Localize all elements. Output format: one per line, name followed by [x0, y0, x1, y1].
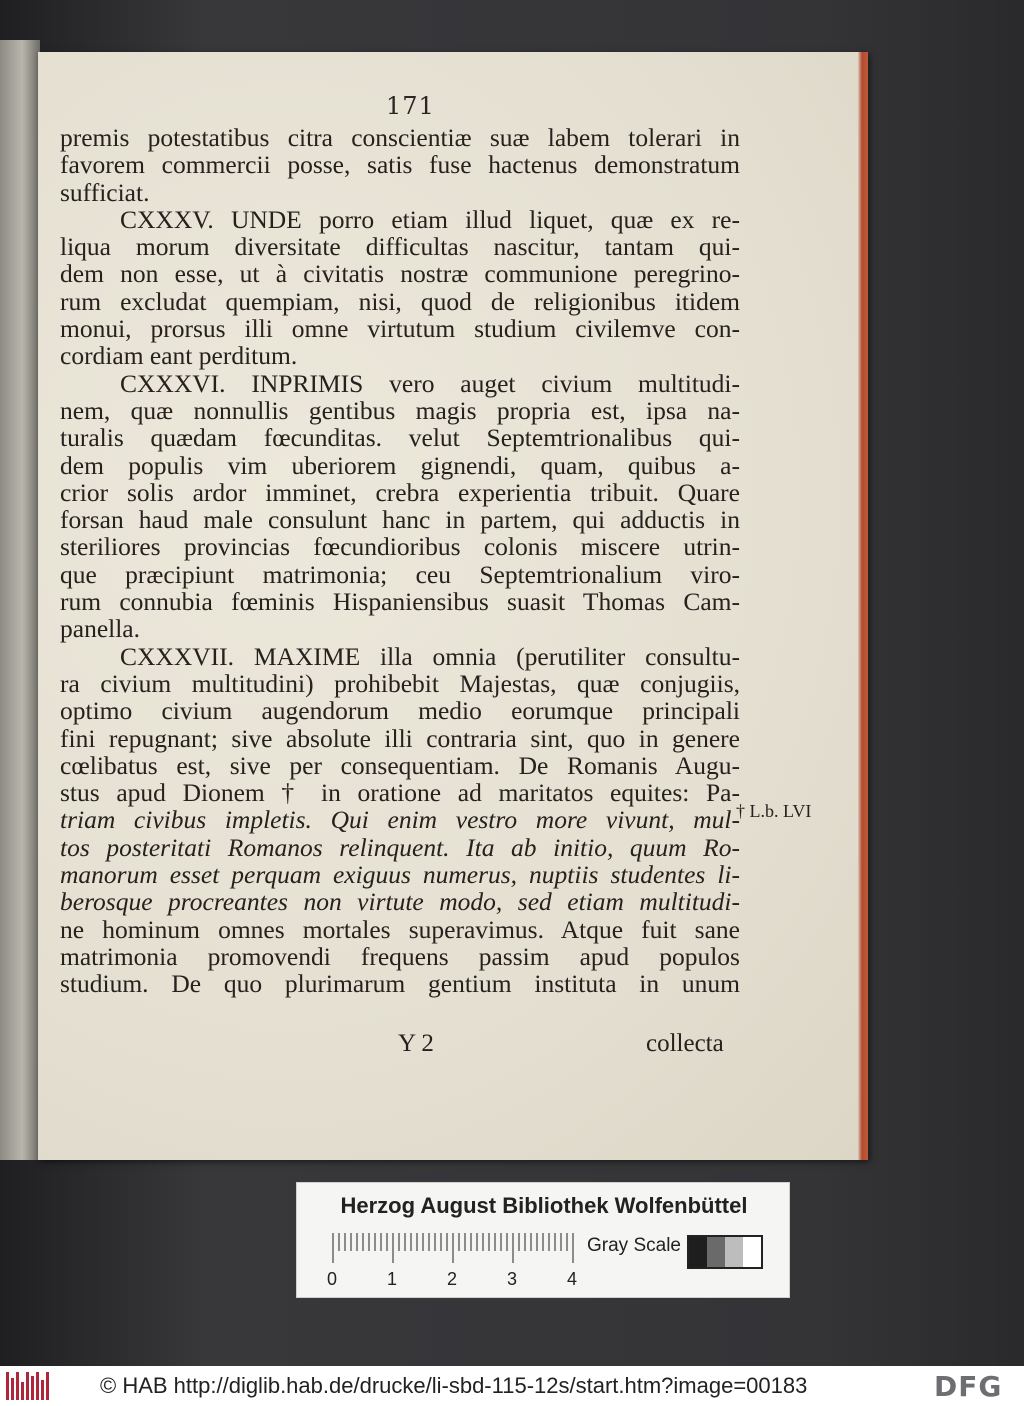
- gray-swatch: [725, 1237, 743, 1267]
- text-line: rum excludat quempiam, nisi, quod de religionibus itidem: [60, 286, 740, 316]
- ruler-number: 1: [387, 1269, 398, 1289]
- hab-logo-icon: [6, 1372, 50, 1400]
- text-line: dem populis vim uberiorem gignendi, quam, quibus a-: [60, 450, 740, 480]
- ruler-number: 2: [447, 1269, 458, 1289]
- text-line: steriliores provincias fœcundioribus colonis miscere utrin-: [60, 532, 740, 562]
- text-line: studium. De quo plurimarum gentium instituta in unum: [60, 969, 740, 999]
- gray-scale-label: Gray Scale: [587, 1235, 681, 1256]
- text-line: cordiam eant perditum.: [60, 341, 298, 371]
- page-edge: [858, 52, 868, 1160]
- ruler-number: 4: [567, 1269, 578, 1289]
- text-line: crior solis ardor imminet, crebra experientia tribuit. Quare: [60, 477, 740, 507]
- text-line: liqua morum diversitate difficultas nascitur, tantam qui-: [60, 232, 740, 262]
- text-line: optimo civium augendorum medio eorumque principali: [60, 696, 740, 726]
- gray-scale-swatches: [687, 1235, 763, 1269]
- text-line: panella.: [60, 614, 140, 644]
- text-line: dem non esse, ut à civitatis nostræ communione peregrino-: [60, 259, 740, 289]
- text-line: tos posteritati Romanos relinquent. Ita ab initio, quum Ro-: [60, 832, 740, 862]
- text-line: monui, prorsus illi omne virtutum studium civilemve con-: [60, 314, 740, 344]
- text-line: cœlibatus est, sive per consequentiam. De Romanis Augu-: [60, 750, 740, 780]
- text-line: CXXXVII. MAXIME illa omnia (perutiliter consultu-: [120, 641, 740, 671]
- text-line: sufficiat.: [60, 177, 150, 207]
- library-name: Herzog August Bibliothek Wolfenbüttel: [340, 1193, 748, 1218]
- text-line: CXXXV. UNDE porro etiam illud liquet, quæ ex re-: [120, 204, 740, 234]
- text-line: ra civium multitudini) prohibebit Majestas, quæ conjugiis,: [60, 668, 740, 698]
- text-line: stus apud Dionem † in oratione ad maritatos equites: Pa-: [60, 778, 740, 808]
- footer-bar: [0, 1366, 1024, 1406]
- text-line: nem, quæ nonnullis gentibus magis propria est, ipsa na-: [60, 395, 740, 425]
- gray-swatch: [689, 1237, 707, 1267]
- text-line: berosque procreantes non virtute modo, sed etiam multitudi-: [60, 887, 740, 917]
- text-line: ne hominum omnes mortales superavimus. Atque fuit sane: [60, 914, 740, 944]
- text-line: que præcipiunt matrimonia; ceu Septemtrionalium viro-: [60, 559, 740, 589]
- ruler-number: 3: [507, 1269, 518, 1289]
- catchword: collecta: [646, 1030, 724, 1057]
- text-line: forsan haud male consulunt hanc in partem, qui adductis in: [60, 505, 740, 535]
- source-url[interactable]: © HAB http://diglib.hab.de/drucke/li-sbd-115-12s/start.htm?image=00183: [100, 1373, 808, 1398]
- text-line: CXXXVI. INPRIMIS vero auget civium multitudi-: [120, 368, 740, 398]
- dfg-logo: DFG: [934, 1370, 1003, 1403]
- gray-swatch: [707, 1237, 725, 1267]
- text-line: manorum esset perquam exiguus numerus, nuptiis studentes li-: [60, 860, 740, 890]
- text-line: matrimonia promovendi frequens passim apud populos: [60, 941, 740, 971]
- marginal-note: † L.b. LVI: [736, 801, 812, 821]
- text-line: turalis quædam fœcunditas. velut Septemtrionalibus qui-: [60, 423, 740, 453]
- body-text: [60, 124, 740, 998]
- text-line: fini repugnant; sive absolute illi contraria sint, quo in genere: [60, 723, 740, 753]
- previous-page-edge: [0, 40, 40, 1160]
- ruler-scale: [331, 1233, 581, 1263]
- ruler-number: 0: [327, 1269, 338, 1289]
- text-line: favorem commercii posse, satis fuse hactenus demonstratum: [60, 150, 740, 180]
- text-line: triam civibus impletis. Qui enim vestro more vivunt, mul-: [60, 805, 740, 835]
- gray-swatch: [743, 1237, 761, 1267]
- text-line: rum connubia fœminis Hispaniensibus suasit Thomas Cam-: [60, 587, 740, 617]
- page-number: 171: [386, 92, 435, 120]
- gray-scale-card: [296, 1182, 790, 1298]
- text-line: premis potestatibus citra conscientiæ suæ labem tolerari in: [60, 123, 740, 152]
- signature-mark: Y 2: [398, 1030, 434, 1057]
